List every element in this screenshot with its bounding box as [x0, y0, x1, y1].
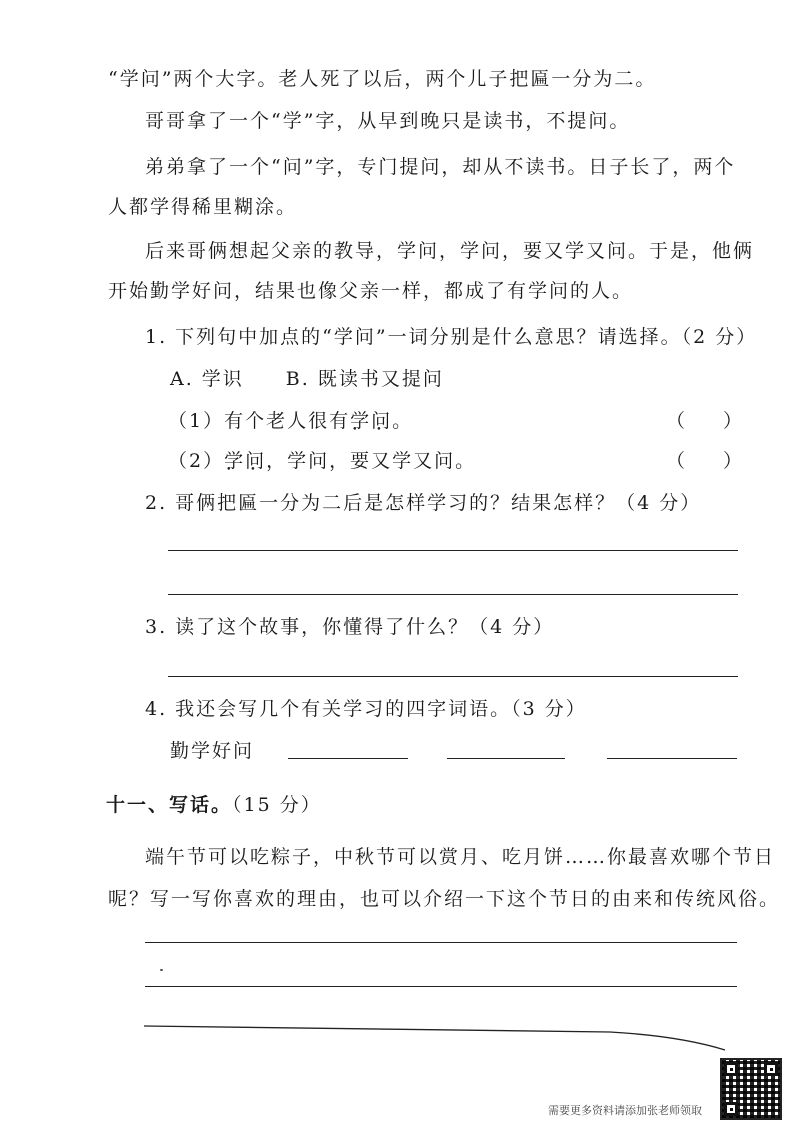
- question-3-stem: 3. 读了这个故事，你懂得了什么？（4 分）: [145, 616, 555, 638]
- footer-note: 需要更多资料请添加张老师领取: [548, 1104, 702, 1117]
- section-11-title: 十一、写话。: [106, 794, 233, 816]
- blank-q4-2[interactable]: [447, 758, 565, 759]
- writing-line-2[interactable]: [145, 986, 737, 987]
- story-paragraph-4b: 开始勤学好问，结果也像父亲一样，都成了有学问的人。: [108, 280, 634, 302]
- question-4-stem: 4. 我还会写几个有关学习的四字词语。（3 分）: [145, 698, 587, 720]
- section-11-score: （15 分）: [232, 794, 322, 816]
- item-2-suffix: ，学问，要又学又问。: [266, 450, 477, 472]
- writing-line-1[interactable]: [145, 942, 737, 943]
- question-4-example: 勤学好问: [170, 740, 255, 762]
- answer-line-q2-2[interactable]: [168, 594, 738, 595]
- story-paragraph-2: 哥哥拿了一个“学”字，从早到晚只是读书，不提问。: [145, 110, 631, 132]
- writing-prompt-2: 呢？写一写你喜欢的理由，也可以介绍一下这个节日的由来和传统风俗。: [108, 888, 781, 910]
- story-paragraph-3a: 弟弟拿了一个“问”字，专门提问，却从不读书。日子长了，两个: [145, 156, 736, 178]
- answer-paren-2[interactable]: （ ）: [666, 450, 743, 472]
- blank-q4-1[interactable]: [288, 758, 408, 759]
- question-1-options: A. 学识 B. 既读书又提问: [170, 368, 444, 390]
- section-11-heading: [106, 790, 322, 817]
- story-paragraph-1: “学问”两个大字。老人死了以后，两个儿子把匾一分为二。: [108, 68, 657, 90]
- story-paragraph-4a: 后来哥俩想起父亲的教导，学问，学问，要又学又问。于是，他俩: [145, 240, 755, 262]
- qr-code: [720, 1058, 782, 1120]
- item-2-prefix: （2）: [168, 450, 225, 472]
- scan-speck: [160, 969, 163, 971]
- writing-line-3[interactable]: [140, 1018, 730, 1058]
- question-1-stem: 1. 下列句中加点的“学问”一词分别是什么意思？请选择。（2 分）: [145, 326, 758, 348]
- item-2-dotted-word: 学问 • •: [224, 446, 266, 473]
- item-1-prefix: （1）有个老人很有: [168, 410, 351, 432]
- blank-q4-3[interactable]: [607, 758, 737, 759]
- answer-line-q3[interactable]: [168, 676, 738, 677]
- story-paragraph-3b: 人都学得稀里糊涂。: [108, 196, 298, 218]
- item-1-suffix: 。: [392, 410, 414, 432]
- question-2-stem: 2. 哥俩把匾一分为二后是怎样学习的？结果怎样？（4 分）: [145, 492, 702, 514]
- answer-line-q2-1[interactable]: [168, 550, 738, 551]
- item-1-dotted-word: 学问 • •: [350, 406, 392, 433]
- question-1-item-1: [168, 406, 413, 433]
- question-1-item-2: [168, 446, 476, 473]
- answer-paren-1[interactable]: （ ）: [666, 410, 743, 432]
- writing-prompt-1: 端午节可以吃粽子，中秋节可以赏月、吃月饼……你最喜欢哪个节日: [145, 846, 776, 868]
